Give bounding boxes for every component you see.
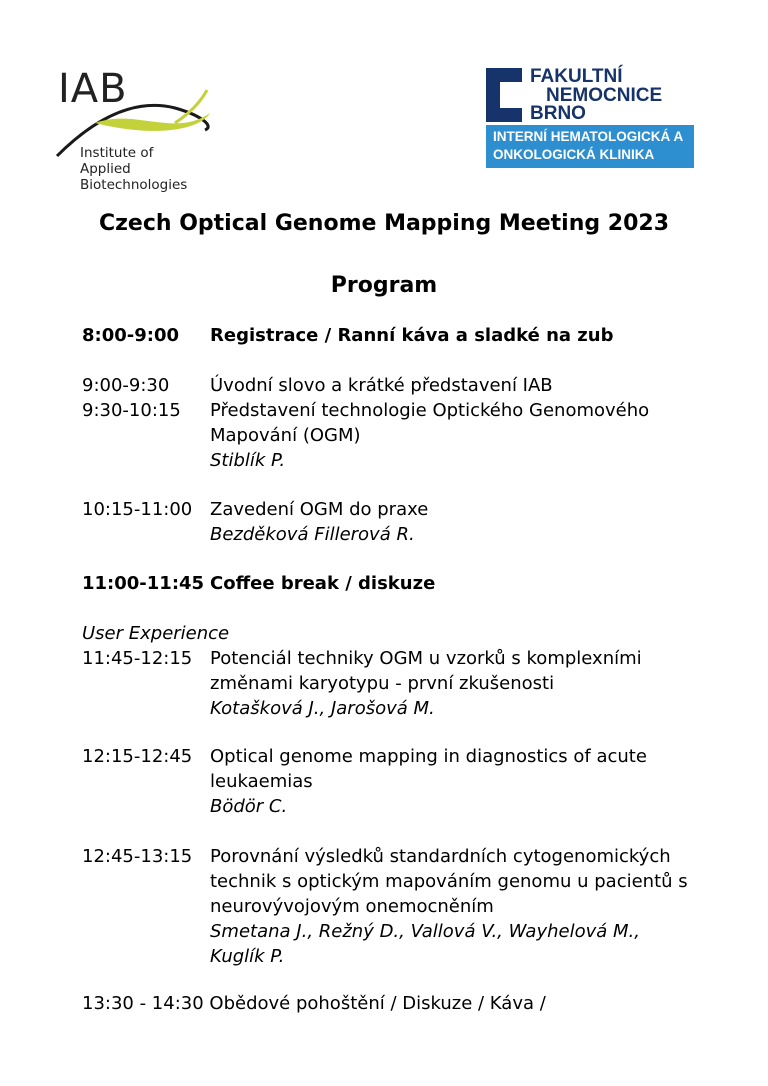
schedule-speaker: Kuglík P. xyxy=(210,946,285,967)
fnb-line-2: NEMOCNICE xyxy=(546,85,663,106)
schedule-title: Potenciál techniky OGM u vzorků s komplexními xyxy=(210,648,642,669)
schedule-title: Úvodní slovo a krátké představení IAB xyxy=(210,375,553,396)
schedule-time: 9:30-10:15 xyxy=(82,400,181,421)
fnb-mark-icon xyxy=(486,68,522,122)
schedule-speaker: Bödör C. xyxy=(210,796,288,817)
schedule-time: 12:45-13:15 xyxy=(82,846,193,867)
schedule-title: změnami karyotypu - první zkušenosti xyxy=(210,673,555,694)
schedule-time: 10:15-11:00 xyxy=(82,499,193,520)
schedule-title: Optical genome mapping in diagnostics of acute xyxy=(210,746,647,767)
fnb-banner-line-2: ONKOLOGICKÁ KLINIKA xyxy=(493,147,655,162)
page-title: Czech Optical Genome Mapping Meeting 2023 xyxy=(98,211,670,236)
schedule-time: 11:00-11:45 xyxy=(82,573,205,594)
fnb-line-1: FAKULTNÍ xyxy=(530,66,623,87)
schedule-speaker: Stiblík P. xyxy=(210,450,286,471)
schedule-title: Registrace / Ranní káva a sladké na zub xyxy=(210,325,614,346)
schedule-title: Coffee break / diskuze xyxy=(210,573,436,594)
schedule-title: Porovnání výsledků standardních cytogenomických xyxy=(210,846,671,867)
iab-logo-letters: IAB xyxy=(58,66,128,112)
schedule-time: 11:45-12:15 xyxy=(82,648,193,669)
schedule-time: 8:00-9:00 xyxy=(82,325,180,346)
schedule-speaker: Smetana J., Režný D., Vallová V., Wayhelová M., xyxy=(210,921,640,942)
schedule-speaker: Kotašková J., Jarošová M. xyxy=(210,698,435,719)
schedule-time: 9:00-9:30 xyxy=(82,375,170,396)
schedule-title: neurovývojovým onemocněním xyxy=(210,896,494,917)
schedule-title: Zavedení OGM do praxe xyxy=(210,499,429,520)
schedule-title: Mapování (OGM) xyxy=(210,425,361,446)
fnb-line-3: BRNO xyxy=(530,103,586,124)
closing-line: 13:30 - 14:30 Obědové pohoštění / Diskuze / Káva / xyxy=(82,993,546,1014)
schedule-title: Představení technologie Optického Genomového xyxy=(210,400,650,421)
schedule-speaker: Bezděková Fillerová R. xyxy=(210,524,415,545)
schedule-title: technik s optickým mapováním genomu u pacientů s xyxy=(210,871,688,892)
schedule-time: 12:15-12:45 xyxy=(82,746,193,767)
section-label: User Experience xyxy=(82,623,230,644)
iab-subtitle: Institute of Applied Biotechnologies xyxy=(80,145,188,193)
fnb-banner-line-1: INTERNÍ HEMATOLOGICKÁ A xyxy=(493,129,684,144)
program-heading: Program xyxy=(330,273,438,298)
fnb-banner xyxy=(486,125,694,168)
schedule-title: leukaemias xyxy=(210,771,313,792)
